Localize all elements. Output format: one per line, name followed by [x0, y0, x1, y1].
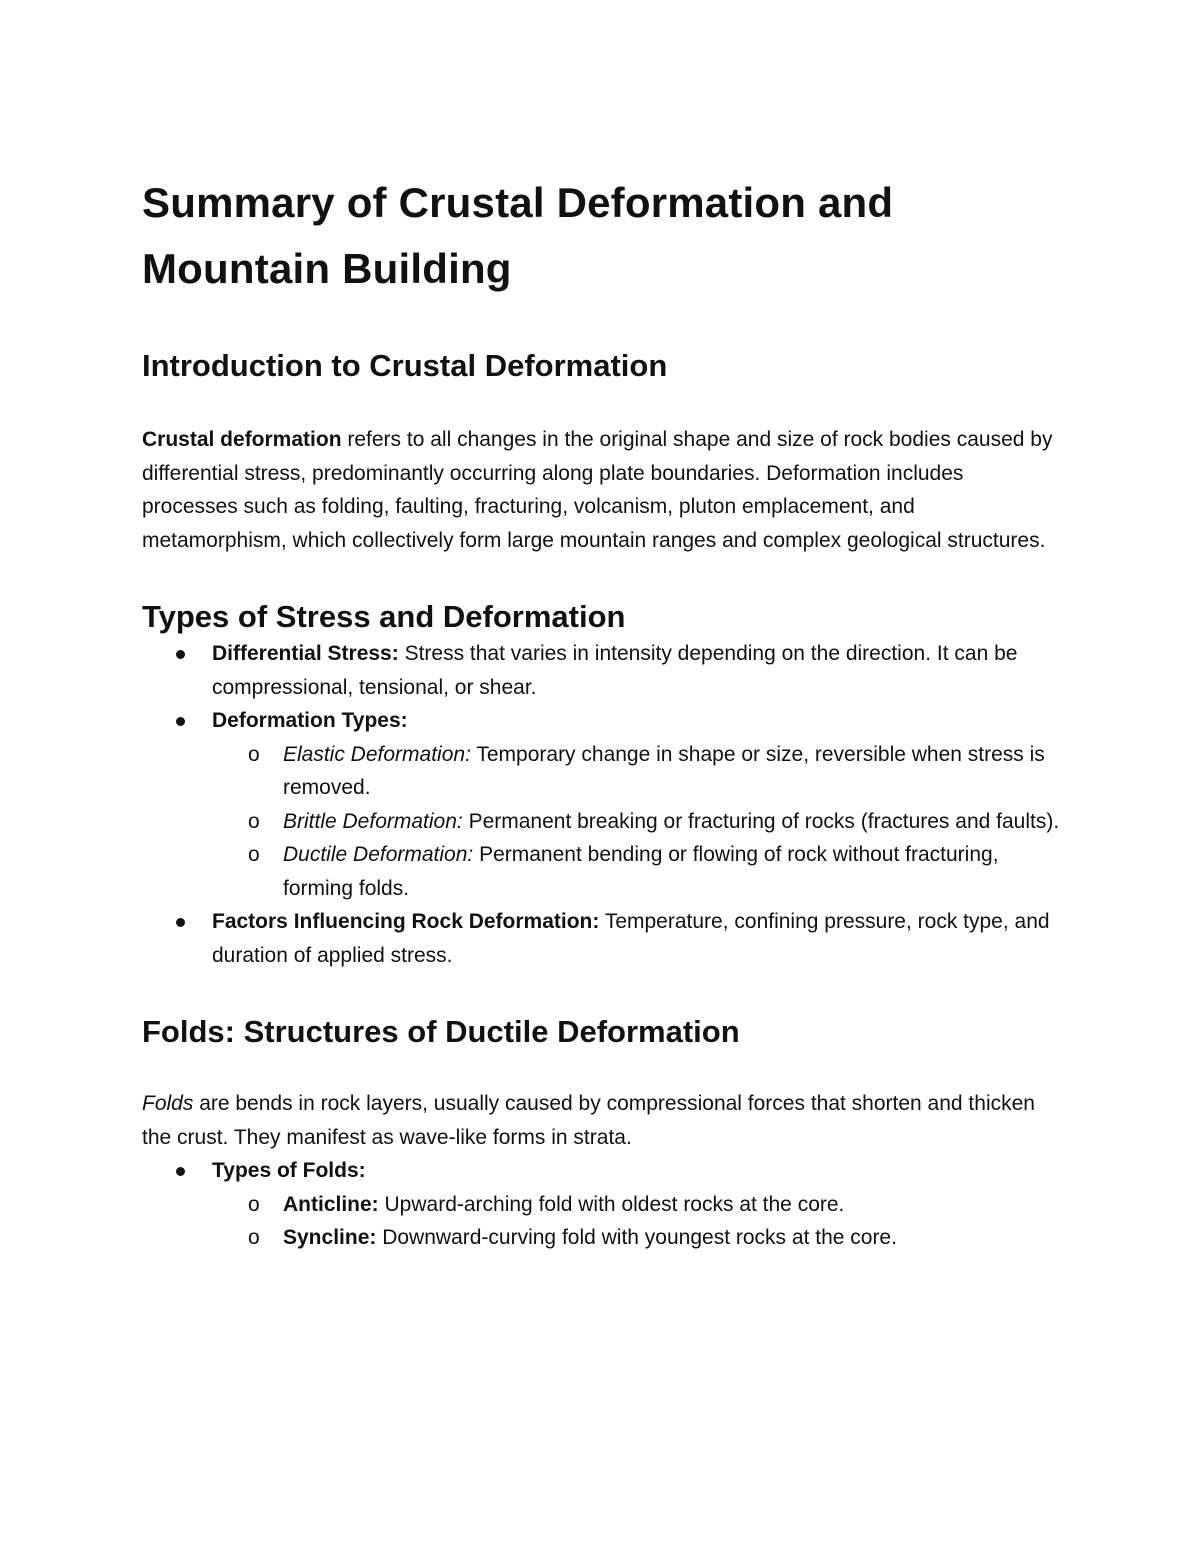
folds-list	[142, 1154, 1062, 1255]
hollow-bullet-icon: o	[248, 843, 260, 866]
list-item-label: Differential Stress:	[212, 642, 399, 665]
bullet-icon	[176, 650, 185, 659]
folds-paragraph	[142, 1087, 1062, 1154]
sublist-item-text: Permanent bending or flowing of rock without fracturing, forming folds.	[283, 843, 999, 900]
list-item-text: Temperature, confining pressure, rock type, and duration of applied stress.	[212, 910, 1050, 967]
hollow-bullet-icon: o	[248, 742, 260, 766]
folds-term: Folds	[142, 1092, 194, 1115]
intro-text: refers to all changes in the original shape and size of rock bodies caused by differential stress, predominantly occurring along plate boundaries. Deformation includes processes such as folding, faulting, fracturing, volcanism, pluton emplacement, and metamorphism, which collectively form large mountain ranges and complex geological structures.	[142, 428, 1053, 552]
hollow-bullet-icon: o	[248, 1226, 260, 1249]
sublist-item-elastic	[142, 738, 1062, 805]
sublist-item-brittle	[142, 805, 1062, 839]
list-item-deformation-types	[142, 704, 1062, 905]
sublist-item-label: Anticline:	[283, 1192, 379, 1216]
list-item-text: Stress that varies in intensity depending on the direction. It can be compressional, tensional, or shear.	[212, 642, 1018, 699]
bullet-icon	[176, 1167, 185, 1176]
sublist-item-label: Elastic Deformation:	[283, 742, 471, 766]
sublist-item-text: Temporary change in shape or size, reversible when stress is removed.	[283, 742, 1045, 799]
fold-types-sublist	[212, 1188, 1062, 1255]
sublist-item-text: Downward-curving fold with youngest rocks at the core.	[376, 1226, 897, 1249]
list-item-types-of-folds	[142, 1154, 1062, 1255]
bullet-icon	[176, 717, 185, 726]
sublist-item-anticline	[142, 1188, 1062, 1222]
hollow-bullet-icon: o	[248, 809, 260, 833]
list-item-label: Types of Folds:	[212, 1159, 366, 1182]
sublist-item-text: Permanent breaking or fracturing of rocks (fractures and faults).	[462, 809, 1060, 833]
sublist-item-syncline	[142, 1221, 1062, 1255]
sublist-item-label: Syncline:	[283, 1226, 377, 1249]
document-page	[142, 170, 1062, 1255]
intro-paragraph	[142, 423, 1062, 557]
sublist-item-text: Upward-arching fold with oldest rocks at the core.	[378, 1192, 845, 1216]
section-heading-stress-types: Types of Stress and Deformation	[142, 599, 626, 634]
deformation-types-sublist	[212, 738, 1062, 906]
list-item-label: Factors Influencing Rock Deformation:	[212, 910, 600, 933]
sublist-item-label: Brittle Deformation:	[283, 809, 463, 833]
section-heading-folds: Folds: Structures of Ductile Deformation	[142, 1014, 740, 1049]
sublist-item-label: Ductile Deformation:	[283, 843, 474, 866]
list-item-label: Deformation Types:	[212, 709, 408, 732]
list-item-differential-stress	[142, 637, 1062, 704]
list-item-factors	[142, 905, 1062, 972]
sublist-item-ductile	[142, 838, 1062, 905]
section-heading-introduction: Introduction to Crustal Deformation	[142, 348, 668, 383]
stress-list	[142, 637, 1062, 972]
document-title: Summary of Crustal Deformation and Mountain Building	[142, 179, 894, 292]
intro-term: Crustal deformation	[142, 428, 342, 451]
bullet-icon	[176, 918, 185, 927]
hollow-bullet-icon: o	[248, 1192, 260, 1216]
folds-text: are bends in rock layers, usually caused by compressional forces that shorten and thicken the crust. They manifest as wave-like forms in strata.	[142, 1092, 1035, 1149]
